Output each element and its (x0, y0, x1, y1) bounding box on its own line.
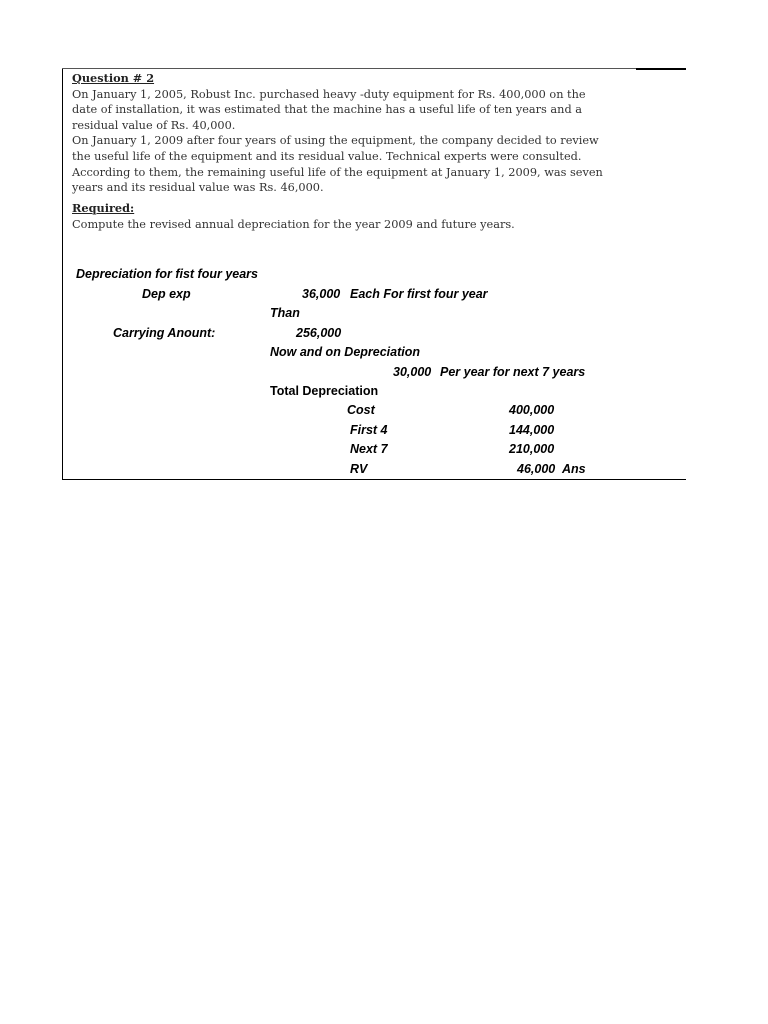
question-line: years and its residual value was Rs. 46,000. (72, 181, 324, 195)
cost-label-cell[interactable]: Cost (347, 403, 375, 417)
dep-exp-note-cell[interactable]: Each For first four year (350, 287, 488, 301)
question-line: date of installation, it was estimated that the machine has a useful life of ten years and a (72, 103, 582, 117)
total-depreciation-cell[interactable]: Total Depreciation (270, 384, 379, 398)
cost-value-cell[interactable]: 400,000 (509, 403, 555, 417)
question-line: On January 1, 2005, Robust Inc. purchased heavy -duty equipment for Rs. 400,000 on the (72, 87, 586, 101)
new-dep-value-cell[interactable]: 30,000 (393, 365, 432, 379)
required-text: Compute the revised annual depreciation for the year 2009 and future years. (72, 217, 515, 231)
top-border (62, 68, 686, 69)
next7-label-cell[interactable]: Next 7 (350, 442, 388, 456)
question-line: According to them, the remaining useful life of the equipment at January 1, 2009, was seven (72, 165, 603, 179)
rv-value-cell[interactable]: 46,000 (517, 462, 556, 476)
carrying-label-cell[interactable]: Carrying Anount: (113, 326, 216, 340)
dep-exp-label-cell[interactable]: Dep exp (142, 287, 191, 301)
question-line: On January 1, 2009 after four years of using the equipment, the company decided to review (72, 134, 599, 148)
dep-exp-value-cell[interactable]: 36,000 (302, 287, 341, 301)
question-line: the useful life of the equipment and its residual value. Technical experts were consulted. (72, 149, 582, 163)
question-title: Question # 2 (72, 71, 155, 85)
first4-label-cell[interactable]: First 4 (350, 423, 388, 437)
than-cell[interactable]: Than (270, 306, 300, 320)
new-dep-note-cell[interactable]: Per year for next 7 years (440, 365, 586, 379)
top-border-thick (636, 68, 686, 70)
now-depreciation-cell[interactable]: Now and on Depreciation (270, 345, 421, 359)
rv-label-cell[interactable]: RV (350, 462, 368, 476)
next7-value-cell[interactable]: 210,000 (509, 442, 555, 456)
required-title: Required: (72, 201, 135, 215)
required-block (72, 201, 632, 232)
first4-value-cell[interactable]: 144,000 (509, 423, 555, 437)
rv-note-cell[interactable]: Ans (562, 462, 586, 476)
question-line: residual value of Rs. 40,000. (72, 118, 236, 132)
depreciation-heading-cell[interactable]: Depreciation for fist four years (76, 267, 258, 281)
carrying-value-cell[interactable]: 256,000 (296, 326, 342, 340)
question-block (72, 71, 632, 196)
